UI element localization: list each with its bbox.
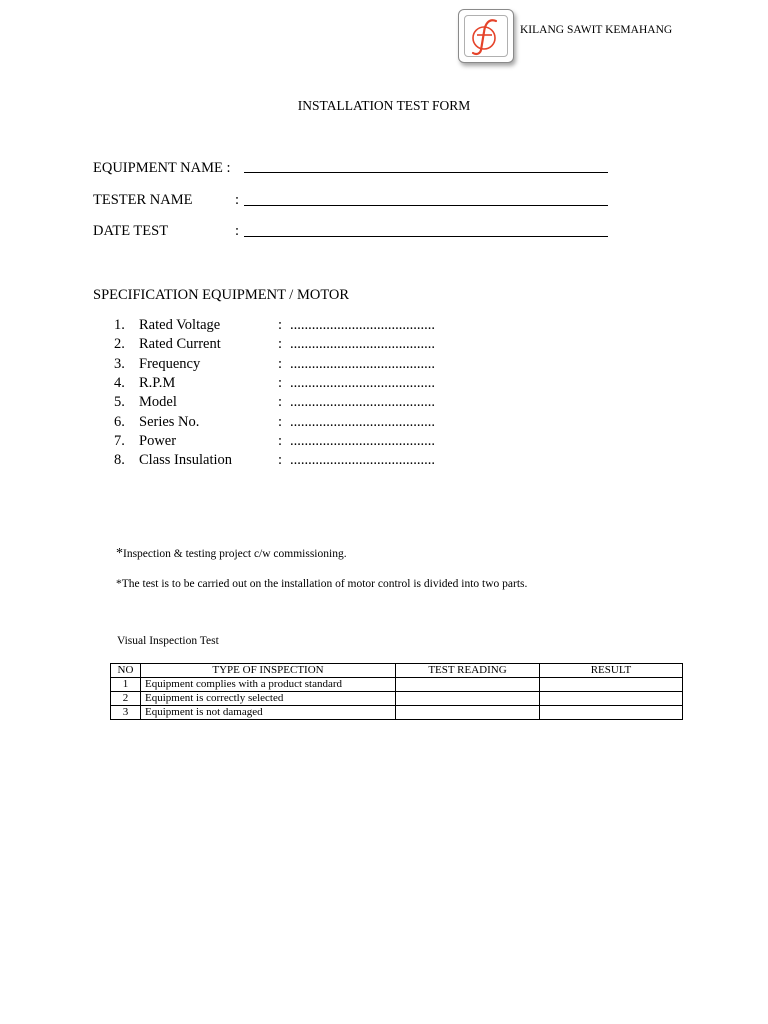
- column-header-reading: TEST READING: [396, 664, 540, 678]
- tester-name-colon: :: [235, 192, 240, 208]
- spec-item-blank[interactable]: ........................................: [290, 317, 435, 333]
- spec-item: [0, 356, 768, 375]
- spec-item-number: 1.: [114, 317, 125, 333]
- spec-item-colon: :: [278, 317, 283, 333]
- tester-name-label: TESTER NAME: [93, 192, 193, 208]
- spec-item-colon: :: [278, 394, 283, 410]
- company-logo: [458, 9, 514, 63]
- note-inspection: [116, 546, 347, 562]
- spec-item-label: Model: [139, 394, 177, 410]
- company-name: KILANG SAWIT KEMAHANG: [520, 24, 673, 36]
- column-header-type: TYPE OF INSPECTION: [141, 664, 396, 678]
- table-row: [111, 692, 683, 706]
- spec-item: [0, 375, 768, 394]
- spec-item-colon: :: [278, 336, 283, 352]
- specification-heading: SPECIFICATION EQUIPMENT / MOTOR: [93, 287, 350, 303]
- equipment-name-field[interactable]: [244, 172, 608, 173]
- logo-f-icon: [465, 16, 507, 56]
- row-number: 2: [111, 692, 141, 706]
- tester-name-field[interactable]: [244, 205, 608, 206]
- inspection-type: Equipment is not damaged: [141, 706, 396, 720]
- spec-item-number: 3.: [114, 356, 125, 372]
- table-header-row: [111, 664, 683, 678]
- spec-item-label: Power: [139, 433, 177, 449]
- spec-item: [0, 414, 768, 433]
- spec-item-blank[interactable]: ........................................: [290, 414, 435, 430]
- spec-item-number: 7.: [114, 433, 125, 449]
- spec-item-number: 6.: [114, 414, 125, 430]
- column-header-result: RESULT: [540, 664, 683, 678]
- spec-item: [0, 336, 768, 355]
- spec-item-blank[interactable]: ........................................: [290, 394, 435, 410]
- equipment-name-label: EQUIPMENT NAME :: [93, 160, 231, 176]
- note-inspection-text: Inspection & testing project c/w commissioning.: [123, 548, 347, 560]
- table-row: [111, 678, 683, 692]
- spec-item-colon: :: [278, 452, 283, 468]
- result-cell[interactable]: [540, 678, 683, 692]
- table-row: [111, 706, 683, 720]
- date-test-label: DATE TEST: [93, 223, 169, 239]
- test-reading-cell[interactable]: [396, 678, 540, 692]
- test-reading-cell[interactable]: [396, 692, 540, 706]
- visual-inspection-title: Visual Inspection Test: [117, 635, 219, 647]
- spec-item-number: 4.: [114, 375, 125, 391]
- note-asterisk: *: [116, 546, 123, 561]
- spec-item-label: R.P.M: [139, 375, 176, 391]
- spec-item: [0, 394, 768, 413]
- spec-item-label: Class Insulation: [139, 452, 233, 468]
- date-test-field[interactable]: [244, 236, 608, 237]
- inspection-type: Equipment is correctly selected: [141, 692, 396, 706]
- test-reading-cell[interactable]: [396, 706, 540, 720]
- note-test-parts: *The test is to be carried out on the installation of motor control is divided into two parts.: [116, 578, 528, 590]
- spec-item: [0, 317, 768, 336]
- row-number: 3: [111, 706, 141, 720]
- spec-item-blank[interactable]: ........................................: [290, 433, 435, 449]
- column-header-no: NO: [111, 664, 141, 678]
- spec-item-label: Frequency: [139, 356, 201, 372]
- visual-inspection-table: [110, 663, 683, 720]
- inspection-type: Equipment complies with a product standard: [141, 678, 396, 692]
- form-title: INSTALLATION TEST FORM: [297, 98, 471, 113]
- spec-item-label: Series No.: [139, 414, 200, 430]
- date-test-colon: :: [235, 223, 240, 239]
- spec-item-colon: :: [278, 414, 283, 430]
- logo-frame: [464, 15, 508, 57]
- spec-item-label: Rated Current: [139, 336, 221, 352]
- spec-item: [0, 433, 768, 452]
- result-cell[interactable]: [540, 706, 683, 720]
- result-cell[interactable]: [540, 692, 683, 706]
- spec-item: [0, 452, 768, 471]
- spec-item-colon: :: [278, 375, 283, 391]
- spec-item-number: 2.: [114, 336, 125, 352]
- spec-item-blank[interactable]: ........................................: [290, 375, 435, 391]
- spec-item-label: Rated Voltage: [139, 317, 221, 333]
- spec-item-blank[interactable]: ........................................: [290, 336, 435, 352]
- spec-item-number: 8.: [114, 452, 125, 468]
- spec-item-number: 5.: [114, 394, 125, 410]
- row-number: 1: [111, 678, 141, 692]
- spec-item-blank[interactable]: ........................................: [290, 356, 435, 372]
- spec-item-colon: :: [278, 433, 283, 449]
- spec-item-blank[interactable]: ........................................: [290, 452, 435, 468]
- spec-item-colon: :: [278, 356, 283, 372]
